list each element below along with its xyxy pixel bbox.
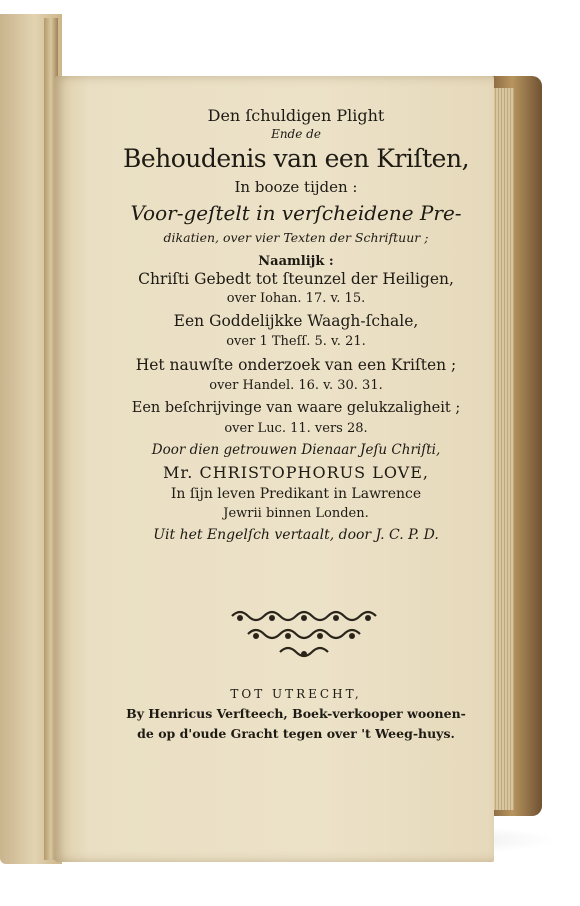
author-place: Jewrii binnen Londen.	[223, 506, 369, 521]
subtitle-line-2: dikatien, over vier Texten der Schriftuur ;	[163, 230, 429, 245]
title-line-2: Ende de	[271, 127, 321, 141]
main-title: Behoudenis van een Kriſten,	[122, 144, 470, 173]
title-line-1: Den ſchuldigen Plight	[207, 106, 385, 125]
imprint-city: TOT UTRECHT,	[230, 687, 362, 701]
title-line-4: In booze tijden :	[234, 178, 358, 196]
author-intro: Door dien getrouwen Dienaar Jeſu Chriſti,	[151, 442, 441, 458]
sermon-4-title: Een beſchrijvinge van waare gelukzaligheit ;	[131, 400, 461, 416]
printers-ornament	[224, 606, 384, 662]
sermon-1-ref: over Iohan. 17. v. 15.	[226, 291, 366, 306]
sermon-2-title: Een Goddelijkke Waagh-ſchale,	[173, 312, 419, 330]
author-role: In ſijn leven Predikant in Lawrence	[170, 486, 422, 502]
author-name: Mr. CHRISTOPHORUS LOVE,	[163, 463, 429, 482]
translator-line: Uit het Engelſch vertaalt, door J. C. P. D.	[153, 527, 439, 543]
imprint-address: de op d'oude Gracht tegen over 't Weeg-huys.	[137, 726, 455, 741]
sermon-3-title: Het nauwſte onderzoek van een Kriſten ;	[135, 356, 457, 374]
sermon-3-ref: over Handel. 16. v. 30. 31.	[209, 378, 383, 393]
title-page	[54, 76, 494, 862]
imprint-printer: By Henricus Verſteech, Boek-verkooper woonen-	[126, 706, 466, 721]
subtitle-line-1: Voor-geſtelt in verſcheidene Pre-	[130, 201, 462, 225]
sermon-1-title: Chriſti Gebedt tot ſteunzel der Heiligen,	[138, 270, 454, 288]
sermon-2-ref: over 1 Theſſ. 5. v. 21.	[226, 334, 366, 349]
namely-heading: Naamlijk :	[258, 254, 334, 269]
sermon-4-ref: over Luc. 11. vers 28.	[224, 421, 368, 436]
